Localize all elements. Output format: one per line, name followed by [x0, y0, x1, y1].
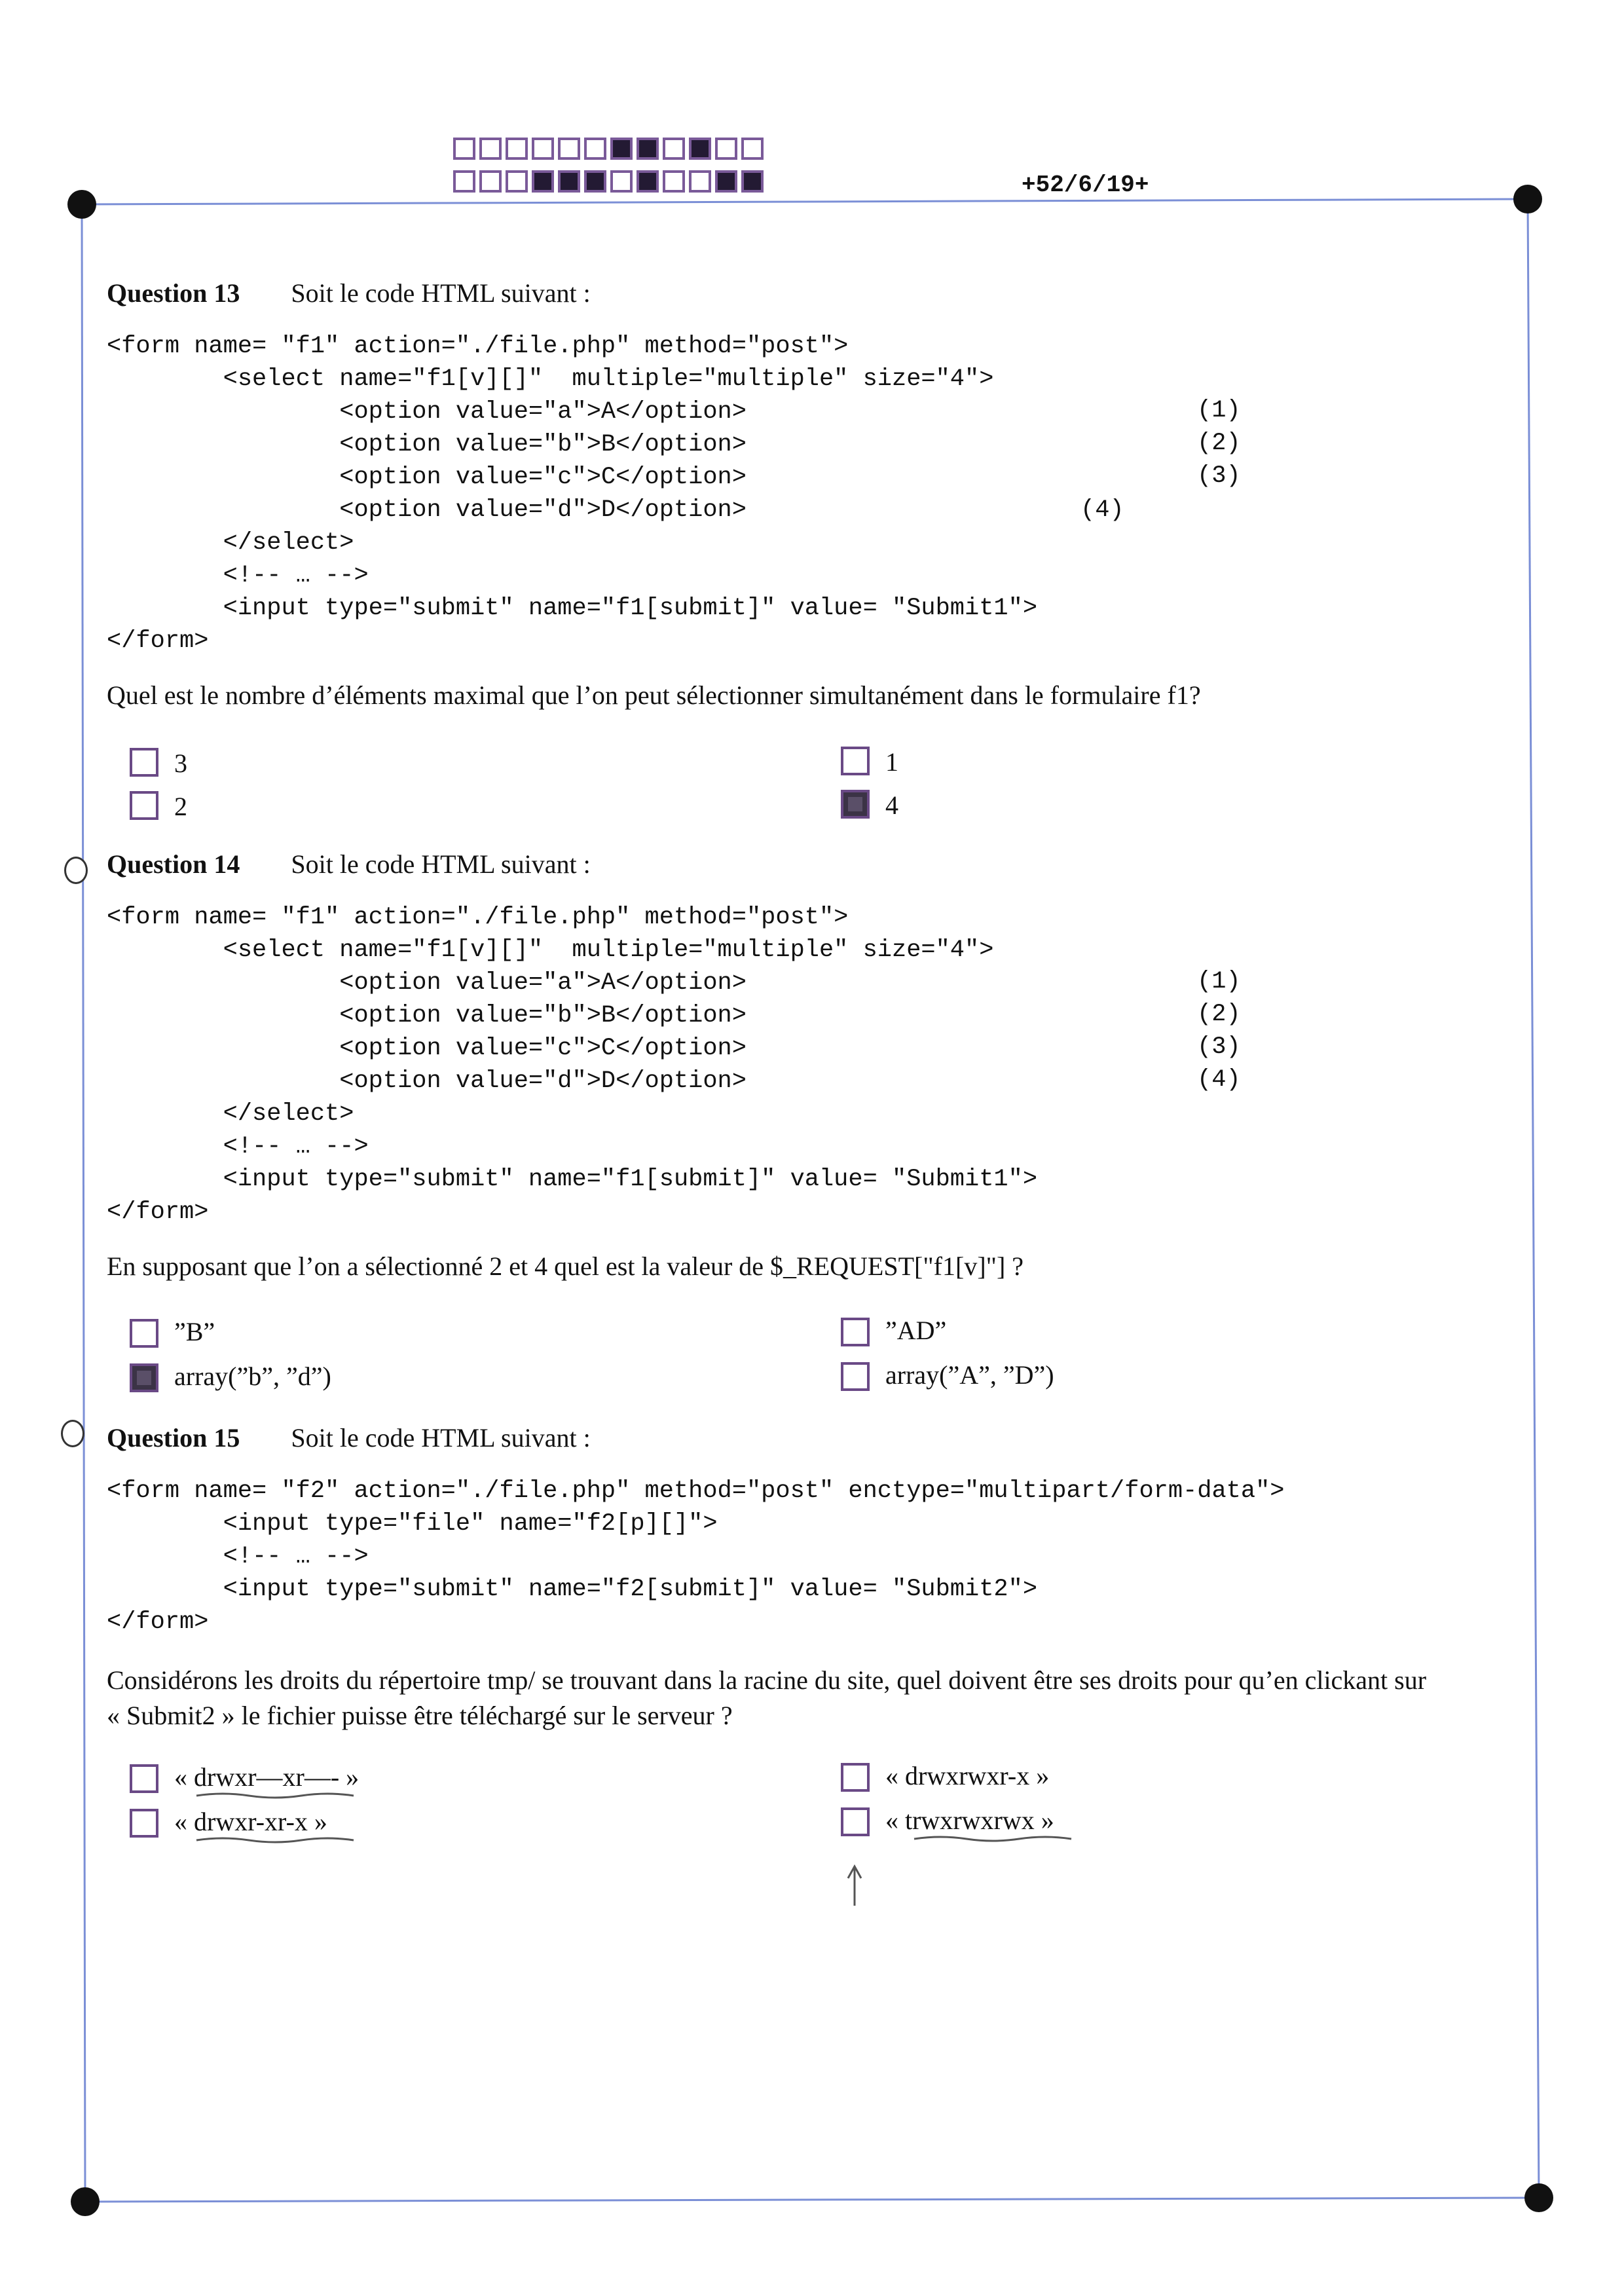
q15-choice-c-label: « drwxr-xr-x » [174, 1807, 327, 1836]
code-line: </select> [107, 529, 354, 557]
code-line: <!-- … --> [107, 562, 369, 589]
q13-choice-2-label: 2 [174, 792, 187, 821]
code-line: <form name= "f1" action="./file.php" method="post"> [107, 904, 849, 931]
code-line: <input type="submit" name="f2[submit]" value= "Submit2"> [107, 1576, 1038, 1603]
code-line: <form name= "f1" action="./file.php" method="post"> [107, 333, 849, 360]
option-number-2: (2) [1197, 1001, 1241, 1028]
q14-choice-array-bd-label: array(”b”, ”d”) [174, 1361, 331, 1391]
page-code: +52/6/19+ [1022, 172, 1149, 198]
code-line: <option value="d">D</option> [107, 1067, 747, 1095]
code-line: <input type="file" name="f2[p][]"> [107, 1510, 718, 1538]
code-line: <select name="f1[v][]" multiple="multiple" size="4"> [107, 365, 994, 393]
code-line: <option value="d">D</option> [107, 496, 747, 524]
code-line: <!-- … --> [107, 1133, 369, 1160]
q13-choice-1-label: 1 [885, 747, 898, 777]
q14-choice-AD-label: ”AD” [885, 1316, 947, 1345]
question-15-text-line-1: Considérons les droits du répertoire tmp/ se trouvant dans la racine du site, quel doivent être ses droits pour qu’en clickant sur [107, 1665, 1427, 1695]
question-14-text: En supposant que l’on a sélectionné 2 et 4 quel est la valeur de $_REQUEST["f1[v]"] ? [107, 1251, 1024, 1281]
q15-choice-a-label: « drwxr—xr—- » [174, 1762, 360, 1792]
code-line: <option value="c">C</option> [107, 464, 747, 491]
question-13-title: Question 13 [107, 278, 240, 308]
question-14-intro: Soit le code HTML suivant : [291, 849, 591, 879]
code-line: <option value="b">B</option> [107, 431, 747, 458]
code-line: <option value="b">B</option> [107, 1002, 747, 1029]
option-number-4: (4) [1080, 496, 1124, 524]
q15-choice-b-label: « drwxrwxr-x » [885, 1761, 1050, 1790]
code-line: </form> [107, 1608, 209, 1636]
question-15-title: Question 15 [107, 1423, 240, 1453]
question-13-intro: Soit le code HTML suivant : [291, 278, 591, 308]
question-13-text: Quel est le nombre d’éléments maximal que l’on peut sélectionner simultanément dans le formulaire f1? [107, 680, 1201, 710]
code-line: <option value="c">C</option> [107, 1035, 747, 1062]
code-line: </form> [107, 1198, 209, 1226]
option-number-3: (3) [1197, 1033, 1241, 1061]
q15-choice-d-label: « trwxrwxrwx » [885, 1805, 1054, 1835]
code-line: <!-- … --> [107, 1543, 369, 1570]
question-14-title: Question 14 [107, 849, 240, 879]
option-number-1: (1) [1197, 968, 1241, 995]
q13-choice-3-label: 3 [174, 749, 187, 778]
code-line: <input type="submit" name="f1[submit]" value= "Submit1"> [107, 1166, 1038, 1193]
option-number-4: (4) [1197, 1066, 1241, 1094]
code-line: <option value="a">A</option> [107, 969, 747, 997]
option-number-3: (3) [1197, 462, 1241, 490]
question-15-text-line-2: « Submit2 » le fichier puisse être téléchargé sur le serveur ? [107, 1701, 733, 1730]
q13-choice-4-label: 4 [885, 790, 898, 820]
option-number-2: (2) [1197, 430, 1241, 457]
code-line: </select> [107, 1100, 354, 1128]
code-line: <input type="submit" name="f1[submit]" value= "Submit1"> [107, 595, 1038, 622]
code-line: <option value="a">A</option> [107, 398, 747, 426]
q14-choice-array-AD-label: array(”A”, ”D”) [885, 1360, 1054, 1390]
code-line: <select name="f1[v][]" multiple="multiple" size="4"> [107, 936, 994, 964]
option-number-1: (1) [1197, 397, 1241, 424]
code-line: </form> [107, 627, 209, 655]
q14-choice-B-label: ”B” [174, 1317, 215, 1346]
code-line: <form name= "f2" action="./file.php" method="post" enctype="multipart/form-data"> [107, 1477, 1285, 1505]
question-15-intro: Soit le code HTML suivant : [291, 1423, 591, 1453]
